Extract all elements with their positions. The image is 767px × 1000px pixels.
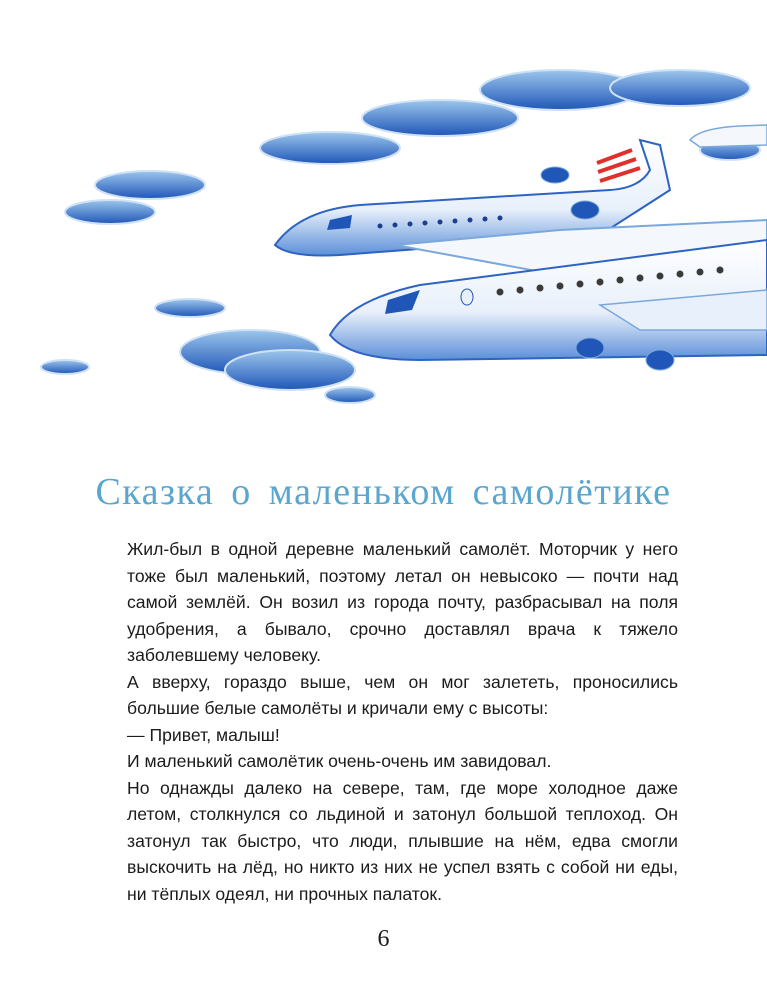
cloud (260, 132, 400, 164)
story-paragraph: — Привет, малыш! (127, 724, 280, 745)
story-paragraph: И маленький самолётик очень-очень им завидовал. (127, 751, 552, 771)
story-title: Сказка о маленьком самолётике (95, 471, 672, 513)
cloud (362, 100, 518, 136)
cloud (155, 299, 225, 317)
plane-small (690, 125, 767, 147)
story-text (127, 536, 678, 907)
cloud (610, 70, 750, 106)
cloud (41, 360, 89, 374)
airplanes-illustration (0, 0, 767, 420)
cloud (95, 171, 205, 199)
cloud (325, 387, 375, 403)
page-number: 6 (377, 926, 390, 952)
cloud (65, 200, 155, 224)
cloud (225, 350, 355, 390)
story-paragraph: Жил-был в одной деревне маленький самолёт. Моторчик у него тоже был маленький, поэтому летал он невысоко — почти над самой землёй. Он возил из города почту, разбрасывал на поля удобрения, а бывало, срочно доставлял врача к тяжело заболевшему человеку. (127, 539, 678, 665)
story-paragraph: А вверху, гораздо выше, чем он мог залететь, проносились большие белые самолёты и кричали ему с высоты: (127, 671, 678, 718)
story-paragraph: Но однажды далеко на севере, там, где море холодное даже летом, столкнулся со льдиной и затонул большой теплоход. Он затонул так быстро, что люди, плывшие на нём, едва смогли выскочить на лёд, но никто из них не успел взять с собой ни еды, ни тёплых одеял, ни прочных палаток. (127, 777, 678, 904)
